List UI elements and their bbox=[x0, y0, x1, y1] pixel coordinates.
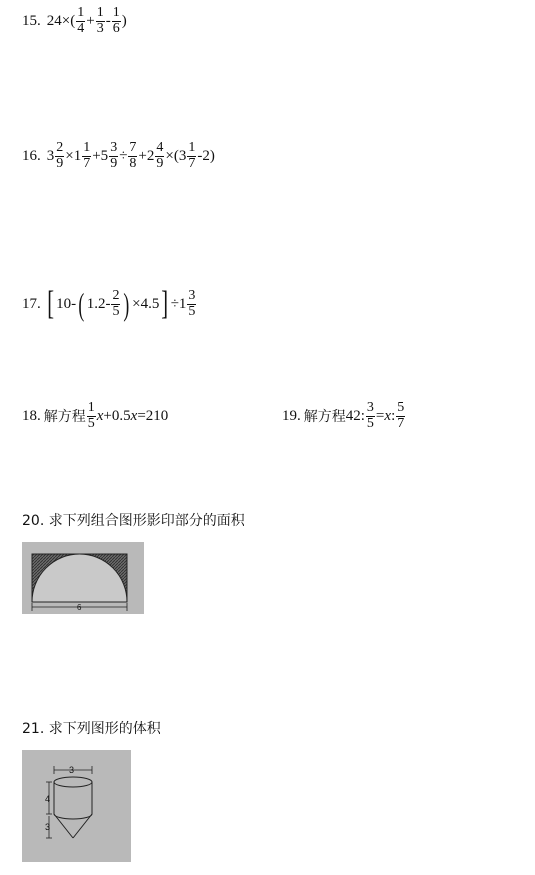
top-dim-label: 3 bbox=[69, 765, 75, 775]
problem-17-right-paren: ) bbox=[123, 286, 130, 322]
problem-17 bbox=[22, 287, 197, 321]
problem-19-x: x bbox=[384, 407, 392, 424]
problem-16-frac3: $\frac{3}{9}$ bbox=[110, 140, 118, 171]
problem-20 bbox=[22, 510, 245, 530]
problem-15 bbox=[22, 6, 127, 36]
problem-16-frac2: $\frac{1}{7}$ bbox=[83, 140, 91, 171]
problem-15-frac1: $\frac{1}{4}$ bbox=[77, 5, 85, 36]
problem-15-minus: - bbox=[105, 12, 111, 29]
problem-19-frac2: $\frac{5}{7}$ bbox=[397, 400, 405, 431]
problem-18-label: 解方程 bbox=[43, 409, 86, 426]
problem-15-times: ×( bbox=[61, 12, 76, 29]
problem-18-frac: $\frac{1}{5}$ bbox=[87, 400, 95, 431]
problem-19-number: 19. bbox=[282, 407, 301, 424]
problem-19 bbox=[282, 401, 406, 431]
semicircle-figure bbox=[22, 542, 144, 614]
problem-20-text: 20. 求下列组合图形影印部分的面积 bbox=[22, 513, 245, 529]
cylinder-cone-diagram bbox=[22, 750, 131, 862]
problem-16-t2: ×(3 bbox=[165, 147, 187, 164]
problem-18-rest: +0.5 bbox=[103, 407, 131, 424]
problem-16-t1: ×1 bbox=[65, 147, 82, 164]
problem-19-eq: = bbox=[375, 407, 385, 424]
problem-16-frac1: $\frac{2}{9}$ bbox=[56, 140, 64, 171]
problem-15-plus: + bbox=[86, 12, 95, 29]
problem-17-number: 17. bbox=[22, 295, 41, 312]
problem-17-left-paren: ( bbox=[78, 286, 85, 322]
problem-17-b: 1.2- bbox=[86, 295, 111, 312]
cylinder-height-label: 4 bbox=[45, 794, 51, 804]
problem-17-d: ÷1 bbox=[170, 295, 187, 312]
problem-16-tail: -2) bbox=[197, 147, 215, 164]
problem-17-frac2: $\frac{3}{5}$ bbox=[188, 287, 196, 319]
problem-19-frac1: $\frac{3}{5}$ bbox=[366, 400, 374, 431]
problem-19-colon: : bbox=[391, 407, 396, 424]
problem-18-eq: =210 bbox=[137, 407, 169, 424]
problem-18-x2: x bbox=[130, 407, 138, 424]
problem-16-w1: 3 bbox=[46, 147, 55, 164]
problem-17-c: ×4.5 bbox=[132, 295, 160, 312]
problem-16-p1: +5 bbox=[92, 147, 109, 164]
problem-15-number: 15. bbox=[22, 12, 41, 29]
cylinder-top bbox=[54, 777, 92, 787]
problem-15-frac3: $\frac{1}{6}$ bbox=[112, 5, 120, 36]
problem-16-frac5: $\frac{4}{9}$ bbox=[156, 140, 164, 171]
problem-16-div: ÷ bbox=[119, 147, 128, 164]
problem-17-left-bracket: [ bbox=[47, 285, 54, 322]
problem-17-right-bracket: ] bbox=[161, 285, 169, 322]
problem-16 bbox=[22, 141, 215, 171]
problem-16-p2: +2 bbox=[138, 147, 155, 164]
problem-17-frac1: $\frac{2}{5}$ bbox=[112, 287, 120, 319]
problem-15-close: ) bbox=[121, 12, 127, 29]
problem-21 bbox=[22, 718, 161, 738]
problem-17-a: 10- bbox=[56, 295, 77, 312]
problem-18-x1: x bbox=[96, 407, 104, 424]
problem-21-text: 21. 求下列图形的体积 bbox=[22, 721, 161, 737]
problem-18 bbox=[22, 401, 168, 431]
problem-16-frac6: $\frac{1}{7}$ bbox=[188, 140, 196, 171]
semicircle-diagram bbox=[22, 542, 144, 614]
cone-height-label: 3 bbox=[45, 822, 51, 832]
problem-18-number: 18. bbox=[22, 407, 41, 424]
dimension-label: 6 bbox=[77, 603, 82, 612]
problem-16-number: 16. bbox=[22, 147, 41, 164]
cylinder-cone-figure bbox=[22, 750, 131, 862]
problem-19-label: 解方程 bbox=[303, 409, 346, 426]
problem-15-a: 24 bbox=[46, 12, 62, 29]
problem-16-frac4: $\frac{7}{8}$ bbox=[129, 140, 137, 171]
problem-19-a: 42: bbox=[345, 407, 365, 424]
problem-15-frac2: $\frac{1}{3}$ bbox=[96, 5, 104, 36]
